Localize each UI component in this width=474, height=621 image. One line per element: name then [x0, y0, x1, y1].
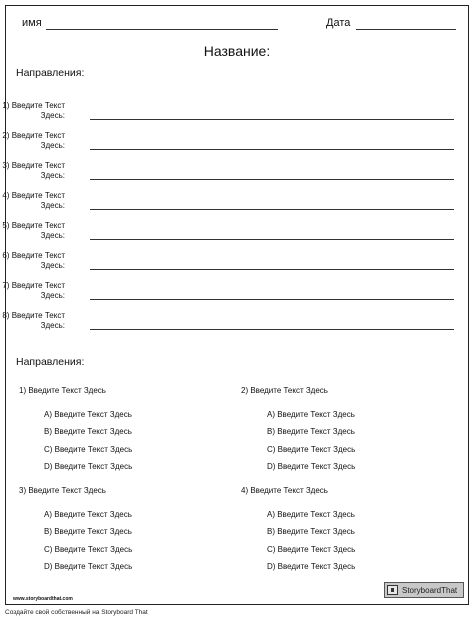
name-line	[46, 29, 278, 30]
mc-q2-option-b: B) Введите Текст Здесь	[267, 427, 355, 436]
storyboard-logo-icon	[387, 585, 398, 595]
mc-q2-option-a: A) Введите Текст Здесь	[267, 410, 355, 419]
date-label: Дата	[326, 17, 351, 29]
mc-question-3: 3) Введите Текст Здесь	[19, 486, 106, 495]
mc-q2-option-d: D) Введите Текст Здесь	[267, 462, 356, 471]
question-1-label: 1) Введите Текст Здесь:	[2, 101, 65, 120]
mc-q3-option-b: B) Введите Текст Здесь	[44, 527, 132, 536]
mc-question-2: 2) Введите Текст Здесь	[241, 386, 328, 395]
answer-line-2	[90, 149, 454, 150]
storyboardthat-logo[interactable]	[384, 582, 464, 598]
footer-caption: Создайте свой собственный на Storyboard That	[5, 609, 148, 616]
answer-line-3	[90, 179, 454, 180]
mc-q3-option-d: D) Введите Текст Здесь	[44, 562, 133, 571]
question-6-label: 6) Введите Текст Здесь:	[2, 251, 65, 270]
mc-q2-option-c: C) Введите Текст Здесь	[267, 445, 356, 454]
question-8-label: 8) Введите Текст Здесь:	[2, 311, 65, 330]
question-2-label: 2) Введите Текст Здесь:	[2, 131, 65, 150]
mc-q4-option-a: A) Введите Текст Здесь	[267, 510, 355, 519]
question-5-label: 5) Введите Текст Здесь:	[2, 221, 65, 240]
answer-line-6	[90, 269, 454, 270]
section1-directions: Направления:	[16, 67, 85, 79]
question-7-label: 7) Введите Текст Здесь:	[2, 281, 65, 300]
footer-url: www.storyboardthat.com	[13, 596, 73, 602]
mc-q1-option-b: B) Введите Текст Здесь	[44, 427, 132, 436]
mc-q1-option-d: D) Введите Текст Здесь	[44, 462, 133, 471]
answer-line-7	[90, 299, 454, 300]
question-4-label: 4) Введите Текст Здесь:	[2, 191, 65, 210]
mc-q3-option-c: C) Введите Текст Здесь	[44, 545, 133, 554]
mc-q1-option-c: C) Введите Текст Здесь	[44, 445, 133, 454]
answer-line-4	[90, 209, 454, 210]
mc-question-4: 4) Введите Текст Здесь	[241, 486, 328, 495]
answer-line-5	[90, 239, 454, 240]
answer-line-1	[90, 119, 454, 120]
mc-q4-option-b: B) Введите Текст Здесь	[267, 527, 355, 536]
mc-q4-option-c: C) Введите Текст Здесь	[267, 545, 356, 554]
date-line	[356, 29, 456, 30]
section2-directions: Направления:	[16, 356, 85, 368]
mc-q3-option-a: A) Введите Текст Здесь	[44, 510, 132, 519]
question-3-label: 3) Введите Текст Здесь:	[2, 161, 65, 180]
mc-question-1: 1) Введите Текст Здесь	[19, 386, 106, 395]
worksheet	[2, 5, 469, 605]
name-label: имя	[22, 17, 42, 29]
logo-text: StoryboardThat	[402, 586, 458, 595]
mc-q4-option-d: D) Введите Текст Здесь	[267, 562, 356, 571]
answer-line-8	[90, 329, 454, 330]
page-title: Название:	[203, 43, 271, 59]
mc-q1-option-a: A) Введите Текст Здесь	[44, 410, 132, 419]
